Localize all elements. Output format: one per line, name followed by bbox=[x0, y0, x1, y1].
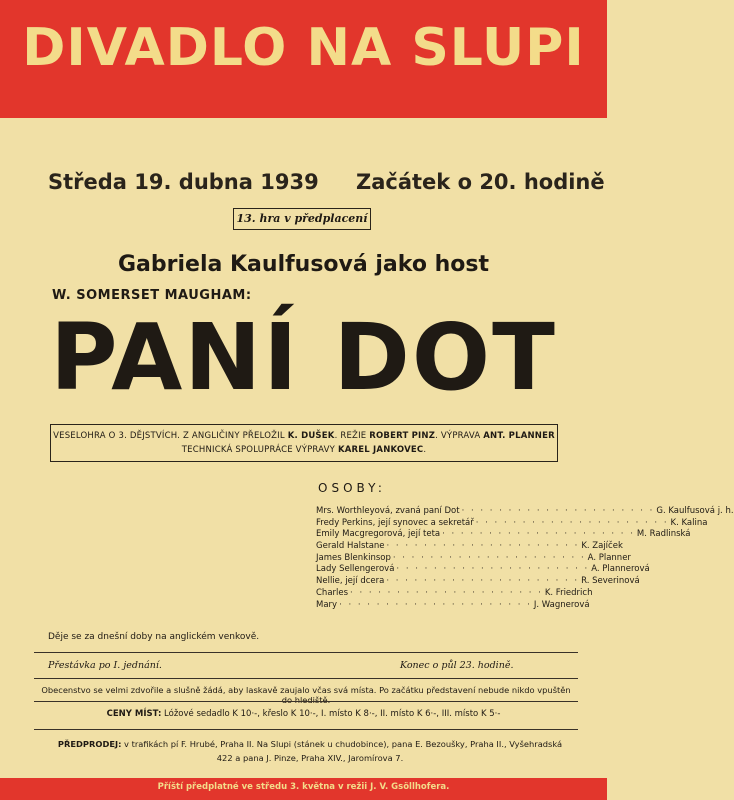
production-info-line-1: VESELOHRA O 3. DĚJSTVÍCH. Z ANGLIČINY PŘELOŽIL K. DUŠEK. REŽIE ROBERT PINZ. VÝPRAVA ANT. PLANNER bbox=[53, 431, 555, 441]
leader-dots: · · · · · · · · · · · · · · · · · · · · · bbox=[475, 517, 669, 528]
leader-dots: · · · · · · · · · · · · · · · · · · · · · bbox=[461, 506, 655, 516]
production-info bbox=[50, 424, 558, 462]
ticket-prices: CENY MÍST: Lóžové sedadlo K 10·-, křeslo K 10·-, I. místo K 8·-, II. místo K 6·-, III. místo K 5·- bbox=[106, 709, 501, 719]
cast-heading: OSOBY: bbox=[318, 481, 386, 495]
leader-dots: · · · · · · · · · · · · · · · · · · · · · bbox=[386, 576, 580, 587]
cast-row bbox=[316, 576, 640, 588]
divider bbox=[34, 701, 578, 702]
cast-row bbox=[316, 541, 623, 553]
play-title: PANÍ DOT bbox=[50, 304, 557, 411]
setting-note: Děje se za dnešní doby na anglickém venkově. bbox=[48, 632, 260, 642]
divider bbox=[34, 729, 578, 730]
cast-role: Mary bbox=[316, 599, 338, 610]
start-time: Začátek o 20. hodině bbox=[356, 170, 605, 194]
next-subscription: Příští předplatné ve středu 3. května v režii J. V. Gsöllhofera. bbox=[157, 782, 450, 792]
cast-role: Mrs. Worthleyová, zvaná paní Dot bbox=[316, 506, 460, 516]
cast-role: Charles bbox=[316, 587, 349, 598]
leader-dots: · · · · · · · · · · · · · · · · · · · · · bbox=[442, 529, 635, 540]
cast-row bbox=[316, 506, 734, 518]
end-time-note: Konec o půl 23. hodině. bbox=[400, 660, 514, 671]
intermission-note: Přestávka po I. jednání. bbox=[48, 660, 162, 671]
leader-dots: · · · · · · · · · · · · · · · · · · · · · bbox=[396, 564, 590, 575]
cast-actor: R. Severinová bbox=[581, 576, 640, 587]
cast-actor: M. Radlinská bbox=[636, 529, 691, 540]
production-info-line-2: TECHNICKÁ SPOLUPRÁCE VÝPRAVY KAREL JANKOVEC. bbox=[181, 445, 427, 455]
cast-role: Nellie, její dcera bbox=[316, 576, 385, 587]
cast-row bbox=[316, 599, 590, 612]
cast-row bbox=[316, 552, 631, 565]
cast-actor: K. Friedrich bbox=[544, 587, 593, 598]
cast-role: Lady Sellengerová bbox=[316, 564, 395, 575]
cast-role: James Blenkinsop bbox=[316, 552, 391, 563]
subscription-note: 13. hra v předplacení bbox=[233, 208, 371, 230]
cast-actor: A. Plannerová bbox=[591, 564, 650, 575]
footer-banner bbox=[0, 778, 607, 800]
cast-role: Emily Macgregorová, její teta bbox=[316, 529, 441, 540]
leader-dots: · · · · · · · · · · · · · · · · · · · · · bbox=[339, 599, 532, 610]
cast-row bbox=[316, 529, 691, 541]
theatre-name: DIVADLO NA SLUPI bbox=[22, 18, 585, 78]
cast-role: Gerald Halstane bbox=[316, 541, 385, 552]
divider bbox=[34, 678, 578, 679]
cast-actor: J. Wagnerová bbox=[533, 599, 590, 610]
leader-dots: · · · · · · · · · · · · · · · · · · · · · bbox=[350, 587, 543, 598]
divider bbox=[34, 652, 578, 653]
cast-actor: K. Kalina bbox=[670, 517, 708, 528]
performance-date: Středa 19. dubna 1939 bbox=[48, 170, 319, 194]
cast-row bbox=[316, 564, 650, 576]
header-banner bbox=[0, 0, 607, 118]
cast-actor: K. Zajíček bbox=[581, 541, 623, 552]
cast-actor: A. Planner bbox=[587, 552, 631, 563]
guest-star: Gabriela Kaulfusová jako host bbox=[118, 252, 489, 277]
presale-info: PŘEDPRODEJ: v trafikách pí F. Hrubé, Praha II. Na Slupi (stánek u chudobince), pana E. Bezoušky, Praha II., Vyšehradská 422 a pana J. Pinze, Praha XIV., Jaromírova 7. bbox=[57, 739, 563, 763]
audience-notice: Obecenstvo se velmi zdvořile a slušně žádá, aby laskavě zaujalo včas svá místa. Po začátku představení nebude nikdo vpuštěn do hlediště. bbox=[41, 685, 571, 705]
author: W. SOMERSET MAUGHAM: bbox=[52, 288, 252, 303]
cast-row bbox=[316, 587, 593, 600]
leader-dots: · · · · · · · · · · · · · · · · · · · · · bbox=[392, 552, 586, 563]
cast-actor: G. Kaulfusová j. h. bbox=[656, 506, 734, 516]
cast-list bbox=[316, 506, 734, 611]
cast-role: Fredy Perkins, její synovec a sekretář bbox=[316, 517, 474, 528]
leader-dots: · · · · · · · · · · · · · · · · · · · · · bbox=[386, 541, 580, 552]
cast-row bbox=[316, 517, 708, 530]
